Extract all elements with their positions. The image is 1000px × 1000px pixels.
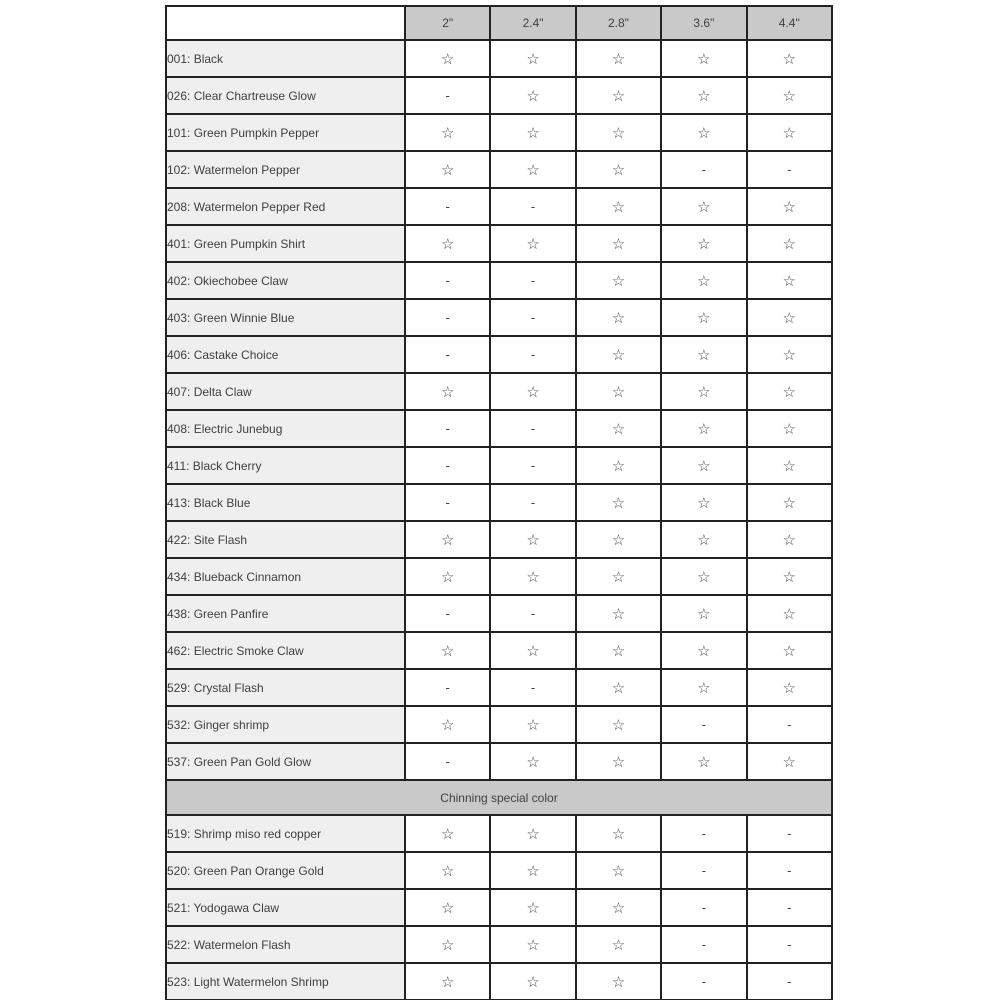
- availability-dash-cell: -: [747, 926, 832, 963]
- table-row: [166, 963, 832, 1000]
- availability-dash-cell: -: [747, 151, 832, 188]
- table-row: [166, 336, 832, 373]
- availability-table: [165, 5, 833, 1000]
- availability-dash-cell: -: [661, 926, 746, 963]
- availability-star-cell: ☆: [576, 521, 661, 558]
- availability-star-cell: ☆: [747, 669, 832, 706]
- availability-star-cell: ☆: [661, 373, 746, 410]
- availability-dash-cell: -: [490, 336, 575, 373]
- availability-star-cell: ☆: [405, 852, 490, 889]
- availability-star-cell: ☆: [747, 40, 832, 77]
- availability-star-cell: ☆: [576, 706, 661, 743]
- table-row: [166, 558, 832, 595]
- availability-star-cell: ☆: [576, 40, 661, 77]
- availability-star-cell: ☆: [747, 447, 832, 484]
- availability-star-cell: ☆: [405, 225, 490, 262]
- availability-star-cell: ☆: [490, 77, 575, 114]
- availability-dash-cell: -: [490, 410, 575, 447]
- color-name-cell: 462: Electric Smoke Claw: [166, 632, 405, 669]
- availability-star-cell: ☆: [661, 299, 746, 336]
- color-name-cell: 523: Light Watermelon Shrimp: [166, 963, 405, 1000]
- availability-star-cell: ☆: [747, 595, 832, 632]
- availability-star-cell: ☆: [405, 558, 490, 595]
- table-row: [166, 484, 832, 521]
- availability-dash-cell: -: [490, 669, 575, 706]
- availability-star-cell: ☆: [405, 521, 490, 558]
- availability-star-cell: ☆: [747, 632, 832, 669]
- availability-star-cell: ☆: [661, 484, 746, 521]
- table-row: [166, 40, 832, 77]
- availability-dash-cell: -: [747, 815, 832, 852]
- availability-star-cell: ☆: [747, 114, 832, 151]
- availability-dash-cell: -: [747, 706, 832, 743]
- availability-star-cell: ☆: [405, 889, 490, 926]
- color-name-cell: 438: Green Panfire: [166, 595, 405, 632]
- color-name-cell: 434: Blueback Cinnamon: [166, 558, 405, 595]
- availability-star-cell: ☆: [747, 336, 832, 373]
- availability-star-cell: ☆: [576, 188, 661, 225]
- color-name-cell: 522: Watermelon Flash: [166, 926, 405, 963]
- availability-dash-cell: -: [747, 852, 832, 889]
- table-row: [166, 77, 832, 114]
- availability-star-cell: ☆: [576, 852, 661, 889]
- availability-star-cell: ☆: [747, 225, 832, 262]
- availability-star-cell: ☆: [747, 373, 832, 410]
- table-row: [166, 225, 832, 262]
- availability-dash-cell: -: [661, 151, 746, 188]
- table-row: [166, 669, 832, 706]
- availability-star-cell: ☆: [661, 262, 746, 299]
- availability-dash-cell: -: [405, 262, 490, 299]
- section-header-row: [166, 780, 832, 815]
- size-column-header: 2": [405, 6, 490, 40]
- availability-star-cell: ☆: [661, 669, 746, 706]
- color-name-cell: 411: Black Cherry: [166, 447, 405, 484]
- availability-star-cell: ☆: [490, 926, 575, 963]
- availability-star-cell: ☆: [661, 188, 746, 225]
- availability-star-cell: ☆: [576, 262, 661, 299]
- availability-star-cell: ☆: [576, 77, 661, 114]
- color-name-cell: 521: Yodogawa Claw: [166, 889, 405, 926]
- table-row: [166, 188, 832, 225]
- availability-star-cell: ☆: [490, 225, 575, 262]
- header-row: [166, 6, 832, 40]
- color-name-cell: 422: Site Flash: [166, 521, 405, 558]
- availability-star-cell: ☆: [661, 558, 746, 595]
- table-header: [166, 6, 832, 40]
- color-name-cell: 102: Watermelon Pepper: [166, 151, 405, 188]
- availability-star-cell: ☆: [576, 815, 661, 852]
- availability-star-cell: ☆: [576, 114, 661, 151]
- availability-dash-cell: -: [405, 484, 490, 521]
- table-row: [166, 447, 832, 484]
- availability-star-cell: ☆: [747, 558, 832, 595]
- availability-star-cell: ☆: [576, 336, 661, 373]
- availability-star-cell: ☆: [576, 558, 661, 595]
- availability-star-cell: ☆: [576, 926, 661, 963]
- availability-dash-cell: -: [405, 595, 490, 632]
- availability-dash-cell: -: [405, 188, 490, 225]
- color-name-cell: 520: Green Pan Orange Gold: [166, 852, 405, 889]
- availability-star-cell: ☆: [661, 521, 746, 558]
- table-row: [166, 706, 832, 743]
- availability-star-cell: ☆: [747, 521, 832, 558]
- table-row: [166, 889, 832, 926]
- availability-star-cell: ☆: [661, 410, 746, 447]
- table-row: [166, 595, 832, 632]
- availability-star-cell: ☆: [490, 706, 575, 743]
- availability-dash-cell: -: [490, 595, 575, 632]
- availability-star-cell: ☆: [490, 558, 575, 595]
- table-row: [166, 410, 832, 447]
- color-name-cell: 402: Okiechobee Claw: [166, 262, 405, 299]
- table-row: [166, 632, 832, 669]
- color-name-cell: 408: Electric Junebug: [166, 410, 405, 447]
- availability-star-cell: ☆: [747, 299, 832, 336]
- availability-star-cell: ☆: [747, 743, 832, 780]
- availability-star-cell: ☆: [661, 595, 746, 632]
- availability-star-cell: ☆: [661, 114, 746, 151]
- table-row: [166, 373, 832, 410]
- availability-star-cell: ☆: [490, 151, 575, 188]
- availability-star-cell: ☆: [576, 669, 661, 706]
- availability-star-cell: ☆: [576, 225, 661, 262]
- availability-dash-cell: -: [405, 336, 490, 373]
- availability-star-cell: ☆: [405, 706, 490, 743]
- availability-star-cell: ☆: [747, 484, 832, 521]
- color-name-cell: 208: Watermelon Pepper Red: [166, 188, 405, 225]
- size-column-header: 2.8": [576, 6, 661, 40]
- availability-dash-cell: -: [405, 77, 490, 114]
- availability-star-cell: ☆: [747, 77, 832, 114]
- availability-star-cell: ☆: [747, 188, 832, 225]
- availability-dash-cell: -: [405, 669, 490, 706]
- color-name-cell: 532: Ginger shrimp: [166, 706, 405, 743]
- availability-dash-cell: -: [405, 447, 490, 484]
- availability-star-cell: ☆: [490, 632, 575, 669]
- availability-star-cell: ☆: [405, 815, 490, 852]
- color-name-cell: 101: Green Pumpkin Pepper: [166, 114, 405, 151]
- availability-dash-cell: -: [405, 410, 490, 447]
- availability-star-cell: ☆: [661, 40, 746, 77]
- availability-star-cell: ☆: [747, 262, 832, 299]
- availability-star-cell: ☆: [490, 743, 575, 780]
- color-name-cell: 519: Shrimp miso red copper: [166, 815, 405, 852]
- availability-dash-cell: -: [661, 852, 746, 889]
- table-row: [166, 521, 832, 558]
- availability-star-cell: ☆: [661, 632, 746, 669]
- size-column-header: 2.4": [490, 6, 575, 40]
- availability-star-cell: ☆: [661, 447, 746, 484]
- availability-star-cell: ☆: [490, 40, 575, 77]
- availability-star-cell: ☆: [747, 410, 832, 447]
- size-column-header: 4.4": [747, 6, 832, 40]
- color-name-cell: 403: Green Winnie Blue: [166, 299, 405, 336]
- availability-star-cell: ☆: [490, 114, 575, 151]
- availability-dash-cell: -: [490, 447, 575, 484]
- availability-star-cell: ☆: [490, 852, 575, 889]
- table-row: [166, 852, 832, 889]
- availability-star-cell: ☆: [490, 963, 575, 1000]
- table-row: [166, 114, 832, 151]
- color-name-cell: 001: Black: [166, 40, 405, 77]
- availability-star-cell: ☆: [405, 40, 490, 77]
- color-name-cell: 401: Green Pumpkin Shirt: [166, 225, 405, 262]
- availability-star-cell: ☆: [576, 595, 661, 632]
- table-row: [166, 299, 832, 336]
- availability-star-cell: ☆: [405, 963, 490, 1000]
- availability-dash-cell: -: [661, 815, 746, 852]
- availability-star-cell: ☆: [661, 225, 746, 262]
- availability-star-cell: ☆: [576, 743, 661, 780]
- availability-dash-cell: -: [661, 889, 746, 926]
- availability-dash-cell: -: [490, 188, 575, 225]
- table-row: [166, 815, 832, 852]
- size-column-header: 3.6": [661, 6, 746, 40]
- table-body: [166, 40, 832, 1000]
- availability-dash-cell: -: [490, 262, 575, 299]
- availability-star-cell: ☆: [576, 889, 661, 926]
- availability-star-cell: ☆: [490, 815, 575, 852]
- table-row: [166, 262, 832, 299]
- availability-dash-cell: -: [405, 743, 490, 780]
- color-name-cell: 413: Black Blue: [166, 484, 405, 521]
- color-name-cell: 407: Delta Claw: [166, 373, 405, 410]
- section-header-label: Chinning special color: [166, 780, 832, 815]
- availability-star-cell: ☆: [490, 373, 575, 410]
- availability-dash-cell: -: [747, 889, 832, 926]
- availability-star-cell: ☆: [405, 926, 490, 963]
- color-name-cell: 406: Castake Choice: [166, 336, 405, 373]
- availability-dash-cell: -: [661, 963, 746, 1000]
- availability-star-cell: ☆: [405, 632, 490, 669]
- availability-star-cell: ☆: [490, 521, 575, 558]
- availability-star-cell: ☆: [576, 447, 661, 484]
- availability-star-cell: ☆: [405, 373, 490, 410]
- availability-star-cell: ☆: [661, 743, 746, 780]
- availability-dash-cell: -: [661, 706, 746, 743]
- availability-star-cell: ☆: [576, 151, 661, 188]
- availability-star-cell: ☆: [661, 77, 746, 114]
- availability-dash-cell: -: [490, 484, 575, 521]
- availability-star-cell: ☆: [576, 373, 661, 410]
- availability-dash-cell: -: [747, 963, 832, 1000]
- table-row: [166, 926, 832, 963]
- availability-star-cell: ☆: [576, 484, 661, 521]
- availability-star-cell: ☆: [576, 410, 661, 447]
- availability-star-cell: ☆: [490, 889, 575, 926]
- availability-star-cell: ☆: [576, 963, 661, 1000]
- availability-star-cell: ☆: [661, 336, 746, 373]
- corner-cell: [166, 6, 405, 40]
- color-name-cell: 529: Crystal Flash: [166, 669, 405, 706]
- color-name-cell: 026: Clear Chartreuse Glow: [166, 77, 405, 114]
- availability-star-cell: ☆: [405, 114, 490, 151]
- color-name-cell: 537: Green Pan Gold Glow: [166, 743, 405, 780]
- availability-dash-cell: -: [405, 299, 490, 336]
- availability-star-cell: ☆: [576, 299, 661, 336]
- availability-star-cell: ☆: [405, 151, 490, 188]
- table-row: [166, 743, 832, 780]
- availability-dash-cell: -: [490, 299, 575, 336]
- availability-star-cell: ☆: [576, 632, 661, 669]
- table-row: [166, 151, 832, 188]
